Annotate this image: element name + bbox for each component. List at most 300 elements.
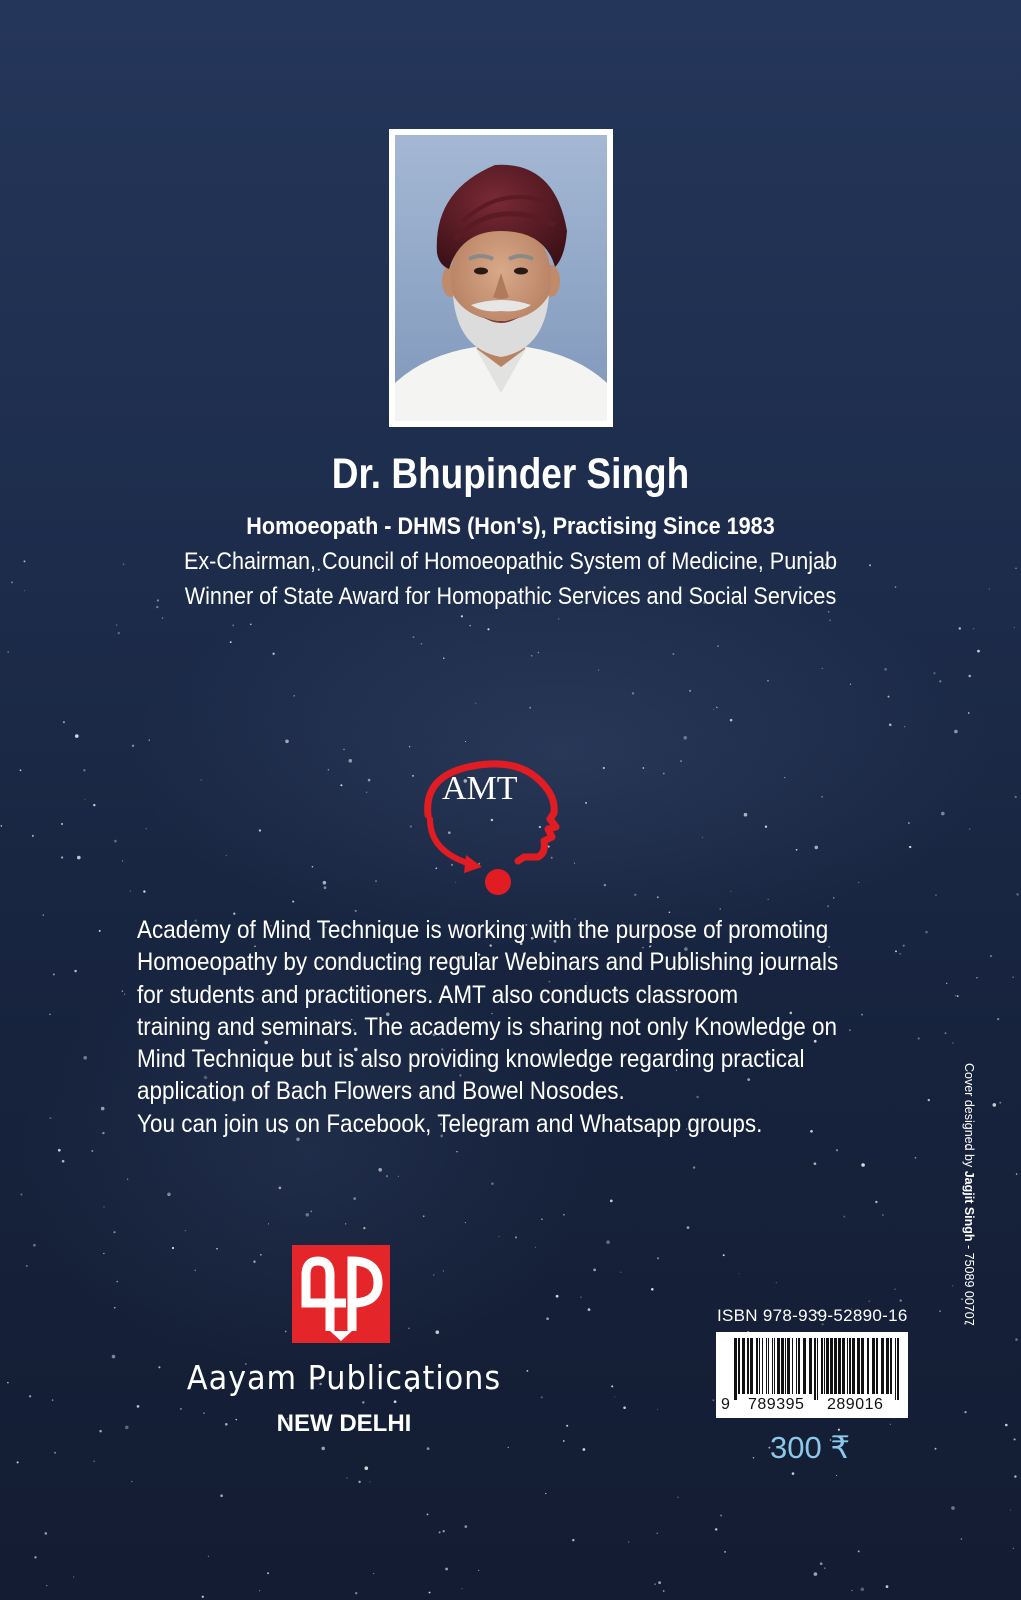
about-line: application of Bach Flowers and Bowel Nosodes. <box>137 1077 625 1106</box>
star-dot <box>368 779 371 782</box>
star-dot <box>102 1132 104 1134</box>
star-dot <box>527 1370 529 1372</box>
star-dot <box>413 636 415 638</box>
star-dot <box>606 1240 610 1244</box>
barcode-bar <box>750 1338 753 1394</box>
star-dot <box>268 1223 269 1224</box>
star-dot <box>951 1506 955 1510</box>
star-dot <box>829 619 831 621</box>
star-dot <box>693 1166 695 1168</box>
barcode-bar <box>824 1338 825 1394</box>
star-dot <box>122 860 123 861</box>
star-dot <box>202 1596 204 1598</box>
star-dot <box>345 1223 346 1224</box>
star-dot <box>127 1178 128 1179</box>
star-dot <box>475 703 476 704</box>
star-dot <box>365 1466 369 1470</box>
star-dot <box>765 826 767 828</box>
star-dot <box>93 1461 95 1463</box>
star-dot <box>1005 1424 1008 1427</box>
star-dot <box>598 670 599 671</box>
star-dot <box>99 930 101 932</box>
star-dot <box>672 653 674 655</box>
isbn-label: ISBN 978-939-52890-16 <box>717 1306 908 1325</box>
star-dot <box>792 1472 795 1475</box>
star-dot <box>34 1556 36 1558</box>
star-dot <box>824 1567 826 1569</box>
star-dot <box>588 1308 591 1311</box>
star-dot <box>563 1214 565 1216</box>
star-dot <box>373 1573 374 1574</box>
about-line: Mind Technique but is also providing knowledge regarding practical <box>137 1045 805 1074</box>
barcode-bar <box>897 1338 899 1400</box>
star-dot <box>461 1588 462 1589</box>
star-dot <box>957 995 959 997</box>
barcode-bar <box>881 1338 884 1394</box>
star-dot <box>375 880 377 882</box>
star-dot <box>623 1406 626 1409</box>
star-dot <box>529 707 531 709</box>
star-dot <box>216 1248 218 1250</box>
star-dot <box>185 1230 186 1231</box>
star-dot <box>976 977 977 978</box>
barcode-bar <box>847 1338 848 1394</box>
star-dot <box>167 1193 171 1197</box>
star-dot <box>946 983 947 984</box>
star-dot <box>369 1481 370 1482</box>
star-dot <box>821 796 822 797</box>
star-dot <box>961 1538 963 1540</box>
star-dot <box>836 1149 838 1151</box>
star-dot <box>77 856 81 860</box>
star-dot <box>433 1274 434 1275</box>
barcode-bar <box>838 1338 841 1394</box>
star-dot <box>394 1400 397 1403</box>
star-dot <box>535 1247 536 1248</box>
star-dot <box>663 773 665 775</box>
star-dot <box>603 767 605 769</box>
star-dot <box>386 1175 388 1177</box>
barcode-bar <box>785 1338 786 1394</box>
star-dot <box>358 1481 360 1483</box>
star-dot <box>487 628 489 630</box>
star-dot <box>443 1270 444 1271</box>
star-dot <box>689 690 691 692</box>
barcode-bar <box>890 1338 892 1394</box>
star-dot <box>355 1592 357 1594</box>
star-dot <box>7 1382 8 1383</box>
amt-logo <box>418 757 568 899</box>
barcode-bar <box>834 1338 837 1394</box>
star-dot <box>715 1528 718 1531</box>
star-dot <box>114 840 117 843</box>
star-dot <box>84 799 85 800</box>
star-dot <box>959 627 961 629</box>
barcode-bar <box>814 1338 816 1400</box>
star-dot <box>850 684 851 685</box>
star-dot <box>93 804 95 806</box>
star-dot <box>945 1032 947 1034</box>
star-dot <box>310 1211 312 1213</box>
star-dot <box>900 1299 902 1301</box>
star-dot <box>739 1273 740 1274</box>
star-dot <box>232 624 234 626</box>
star-dot <box>993 1103 997 1107</box>
star-dot <box>1014 1475 1016 1477</box>
star-dot <box>478 1570 479 1571</box>
star-dot <box>720 908 721 909</box>
star-dot <box>321 1447 325 1451</box>
star-dot <box>498 1236 499 1237</box>
star-dot <box>208 1556 209 1557</box>
star-dot <box>890 1424 891 1425</box>
star-dot <box>849 1029 851 1031</box>
star-dot <box>427 1447 430 1450</box>
barcode-bar <box>872 1338 875 1394</box>
star-dot <box>131 1481 132 1482</box>
star-dot <box>563 1440 565 1442</box>
star-dot <box>130 890 131 891</box>
author-credential-award: Winner of State Award for Homopathic Services and Social Services <box>184 583 837 610</box>
about-line: training and seminars. The academy is sharing not only Knowledge on <box>137 1012 838 1041</box>
star-dot <box>997 1018 999 1020</box>
barcode-bar <box>738 1338 740 1394</box>
star-dot <box>889 723 892 726</box>
star-dot <box>103 1206 104 1207</box>
star-dot <box>861 1588 865 1592</box>
star-dot <box>558 618 559 619</box>
barcode-bar <box>852 1338 855 1394</box>
publisher-logo <box>292 1245 390 1343</box>
star-dot <box>730 891 731 892</box>
star-dot <box>429 1592 431 1594</box>
star-dot <box>861 1163 865 1167</box>
star-dot <box>162 617 163 618</box>
star-dot <box>353 1197 356 1200</box>
star-dot <box>33 1244 36 1247</box>
star-dot <box>1014 796 1016 798</box>
star-dot <box>259 829 261 831</box>
barcode-bar <box>895 1338 896 1400</box>
star-dot <box>328 769 330 771</box>
star-dot <box>439 1531 441 1533</box>
barcode-digit-first: 9 <box>721 1396 730 1413</box>
star-dot <box>610 1200 613 1203</box>
star-dot <box>730 719 733 722</box>
star-dot <box>83 769 85 771</box>
star-dot <box>632 692 634 694</box>
star-dot <box>58 1149 61 1152</box>
star-dot <box>611 1385 613 1387</box>
star-dot <box>643 767 645 769</box>
star-dot <box>677 1497 679 1499</box>
star-dot <box>1014 627 1015 628</box>
star-dot <box>628 1541 629 1542</box>
star-dot <box>124 994 125 995</box>
star-dot <box>833 897 834 898</box>
star-dot <box>858 1550 860 1552</box>
star-dot <box>20 1194 22 1196</box>
star-dot <box>118 632 120 634</box>
star-dot <box>1014 1438 1016 1440</box>
star-dot <box>53 973 55 975</box>
star-dot <box>954 730 958 734</box>
barcode-bar <box>798 1338 800 1394</box>
star-dot <box>875 1201 877 1203</box>
star-dot <box>861 1014 863 1016</box>
star-dot <box>909 846 911 848</box>
star-dot <box>465 741 466 742</box>
author-credential-position: Ex-Chairman, Council of Homoeopathic System of Medicine, Punjab <box>183 548 838 575</box>
star-dot <box>1016 1173 1017 1174</box>
about-line: Homoeopathy by conducting regular Webinars and Publishing journals <box>137 948 839 977</box>
star-dot <box>200 779 202 781</box>
star-dot <box>366 791 368 793</box>
star-dot <box>112 1355 116 1359</box>
star-dot <box>634 894 636 896</box>
star-dot <box>362 1401 364 1403</box>
star-dot <box>723 1254 725 1256</box>
star-dot <box>195 1270 197 1272</box>
barcode-bar <box>826 1338 829 1394</box>
book-price: 300 ₹ <box>770 1430 851 1465</box>
author-portrait <box>389 129 613 427</box>
barcode-bar <box>796 1338 797 1394</box>
star-dot <box>1012 976 1014 978</box>
star-dot <box>1013 1548 1014 1549</box>
barcode-bar <box>734 1338 737 1400</box>
star-dot <box>541 1396 543 1398</box>
star-dot <box>340 784 342 786</box>
star-dot <box>461 615 463 617</box>
star-dot <box>720 1514 722 1516</box>
star-dot <box>886 1585 889 1588</box>
star-dot <box>657 1409 658 1410</box>
star-dot <box>822 668 823 669</box>
star-dot <box>895 950 897 952</box>
star-dot <box>968 712 970 714</box>
star-dot <box>1016 893 1018 895</box>
star-dot <box>952 1042 954 1044</box>
star-dot <box>62 1160 65 1163</box>
star-dot <box>279 1187 282 1190</box>
star-dot <box>989 588 990 589</box>
star-dot <box>292 901 294 903</box>
star-dot <box>99 1430 102 1433</box>
star-dot <box>941 812 945 816</box>
author-name: Dr. Bhupinder Singh <box>331 450 690 498</box>
star-dot <box>566 1425 568 1427</box>
star-dot <box>531 655 533 657</box>
star-dot <box>933 672 935 674</box>
star-dot <box>145 828 146 829</box>
star-dot <box>843 1216 845 1218</box>
star-dot <box>935 894 936 895</box>
star-dot <box>903 945 905 947</box>
star-dot <box>158 1366 160 1368</box>
star-dot <box>836 1475 837 1476</box>
star-dot <box>226 855 227 856</box>
star-dot <box>814 1162 817 1165</box>
star-dot <box>74 970 77 973</box>
star-dot <box>23 560 25 562</box>
star-dot <box>1010 1510 1011 1511</box>
star-dot <box>410 825 412 827</box>
star-dot <box>687 1226 690 1229</box>
star-dot <box>8 652 9 653</box>
star-dot <box>796 849 798 851</box>
barcode-bar <box>886 1338 889 1394</box>
star-dot <box>955 995 956 996</box>
barcode-bar <box>777 1338 780 1394</box>
barcode-bar <box>756 1338 758 1394</box>
about-line: Academy of Mind Technique is working with the purpose of promoting <box>137 916 829 944</box>
star-dot <box>323 881 327 885</box>
star-dot <box>259 1590 260 1591</box>
star-dot <box>784 777 785 778</box>
star-dot <box>827 905 829 907</box>
star-dot <box>24 590 25 591</box>
star-dot <box>538 652 540 654</box>
star-dot <box>918 1037 920 1039</box>
star-dot <box>113 1231 115 1233</box>
star-dot <box>412 775 414 777</box>
star-dot <box>1 825 3 827</box>
star-dot <box>408 1328 409 1329</box>
barcode-bar <box>772 1338 773 1394</box>
star-dot <box>583 1448 586 1451</box>
designer-credit-prefix: Cover designed by <box>962 1063 976 1171</box>
star-dot <box>312 866 314 868</box>
star-dot <box>882 1214 883 1215</box>
star-dot <box>398 1176 399 1177</box>
star-dot <box>443 657 444 658</box>
star-dot <box>423 1215 425 1217</box>
star-dot <box>814 1572 818 1576</box>
star-dot <box>230 641 232 643</box>
star-dot <box>724 1551 726 1553</box>
star-dot <box>117 1281 118 1282</box>
star-dot <box>49 1117 51 1119</box>
star-dot <box>52 1399 54 1401</box>
barcode-bar <box>861 1338 864 1394</box>
star-dot <box>977 650 980 653</box>
barcode-bar <box>830 1338 833 1394</box>
star-dot <box>753 1457 755 1459</box>
star-dot <box>17 1461 19 1463</box>
barcode-digits-right: 289016 <box>827 1396 884 1413</box>
star-dot <box>116 624 118 626</box>
star-dot <box>61 856 63 858</box>
star-dot <box>61 823 63 825</box>
star-dot <box>73 1576 74 1577</box>
barcode-bar <box>792 1338 793 1394</box>
star-dot <box>149 739 150 740</box>
star-dot <box>935 1448 937 1450</box>
star-dot <box>363 1227 365 1229</box>
star-dot <box>884 668 887 671</box>
star-dot <box>293 695 295 697</box>
designer-credit-suffix: - 75089 00707 <box>962 1241 976 1326</box>
star-dot <box>894 1288 895 1289</box>
barcode-bar <box>747 1338 749 1394</box>
star-dot <box>83 1056 87 1060</box>
star-dot <box>716 707 717 708</box>
star-dot <box>820 1562 823 1565</box>
star-dot <box>343 749 344 750</box>
star-dot <box>939 1310 941 1312</box>
barcode-bar <box>809 1338 812 1394</box>
star-dot <box>657 1533 658 1534</box>
star-dot <box>456 1151 457 1152</box>
star-dot <box>651 1288 654 1291</box>
star-dot <box>49 1014 51 1016</box>
star-dot <box>928 1099 930 1101</box>
author-credential-qualification: Homoeopath - DHMS (Hon's), Practising Since 1983 <box>246 513 775 540</box>
star-dot <box>939 680 941 682</box>
star-dot <box>767 899 769 901</box>
star-dot <box>973 628 974 629</box>
star-dot <box>20 769 22 771</box>
star-dot <box>267 1572 269 1574</box>
star-dot <box>91 1150 93 1152</box>
star-dot <box>143 890 145 892</box>
star-dot <box>574 863 575 864</box>
star-dot <box>469 625 471 627</box>
star-dot <box>999 1102 1001 1104</box>
star-dot <box>546 1317 549 1320</box>
star-dot <box>355 910 357 912</box>
barcode-bar <box>849 1338 851 1394</box>
star-dot <box>969 828 971 830</box>
star-dot <box>580 1296 582 1298</box>
star-dot <box>556 1295 559 1298</box>
star-dot <box>908 822 910 824</box>
star-dot <box>45 1532 48 1535</box>
star-dot <box>990 955 992 957</box>
star-dot <box>868 1300 870 1302</box>
star-dot <box>614 1396 615 1397</box>
barcode-bar <box>821 1338 823 1394</box>
barcode-bar <box>768 1338 769 1394</box>
star-dot <box>122 991 123 992</box>
star-dot <box>26 1265 28 1267</box>
star-dot <box>964 1411 966 1413</box>
star-dot <box>776 1282 777 1283</box>
star-dot <box>443 1530 445 1532</box>
star-dot <box>436 1330 440 1334</box>
star-dot <box>585 802 587 804</box>
star-dot <box>815 846 819 850</box>
star-dot <box>712 1399 714 1401</box>
barcode-digits-left: 789395 <box>748 1396 805 1413</box>
star-dot <box>508 1447 509 1448</box>
star-dot <box>657 1257 659 1259</box>
star-dot <box>888 696 890 698</box>
star-dot <box>767 680 769 682</box>
star-dot <box>851 1590 852 1591</box>
star-dot <box>11 581 13 583</box>
star-dot <box>717 645 718 646</box>
star-dot <box>925 931 928 934</box>
barcode-bar <box>857 1338 860 1394</box>
star-dot <box>572 1539 575 1542</box>
star-dot <box>285 1331 287 1333</box>
star-dot <box>491 1183 493 1185</box>
star-dot <box>43 914 44 915</box>
star-dot <box>54 1452 56 1454</box>
star-dot <box>46 1585 47 1586</box>
